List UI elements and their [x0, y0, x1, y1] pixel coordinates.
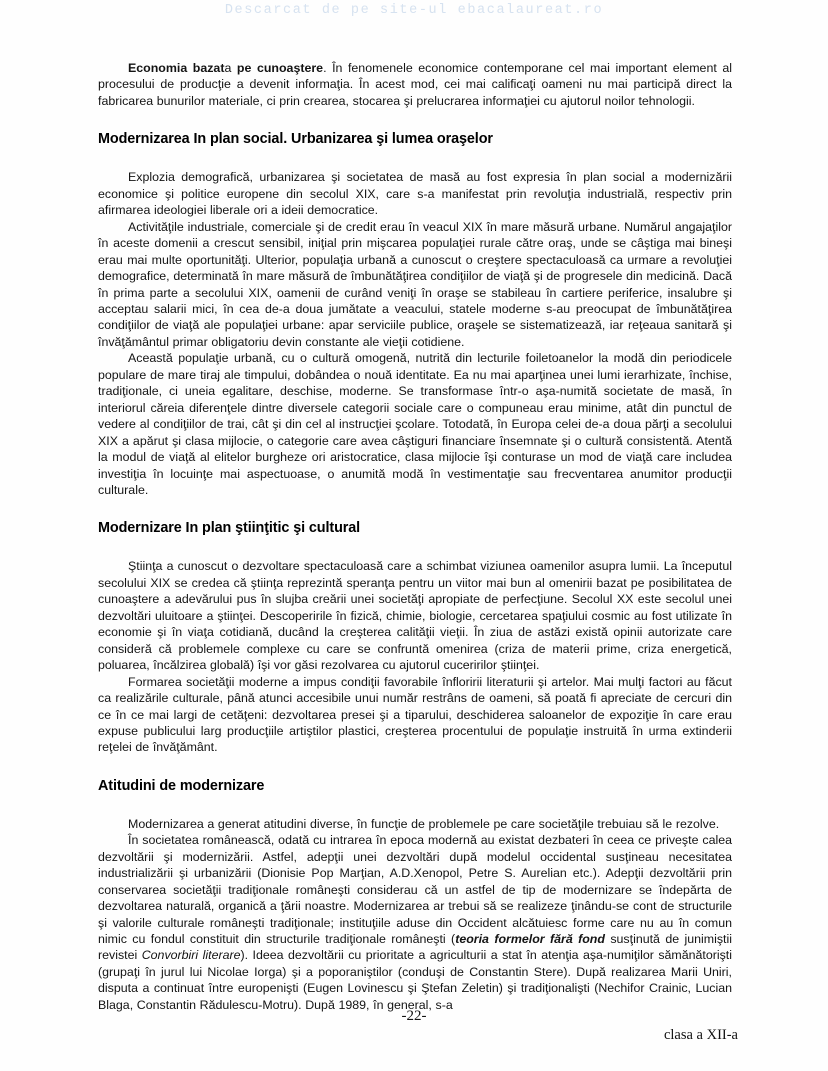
- paragraph-segment-c: susţinută de junimiştii revistei: [98, 932, 733, 963]
- document-body: [98, 60, 732, 1013]
- title-convorbiri-literare: Convorbiri literare: [141, 948, 241, 963]
- heading-atitudini-de-modernizare: Atitudini de modernizare: [98, 777, 265, 794]
- paragraph-formarea-societatii: Formarea societăţii moderne a impus condiţii favorabile înfloririi literaturii şi artelor. Mai mulţi factori au făcut ca realizările culturale, până atunci accesibile unui număr restrâns de oameni, să poată fi apreciate de cercuri din ce în ce mai largi de cetăţeni: dezvoltarea presei şi a tiparului, deschiderea saloanelor de expoziţie în care erau expuse publicului larg producţiile artiştilor plastici, creşterea procentului de populaţie instruită în urma extinderii reţelei de învăţământ.: [98, 674, 732, 755]
- spacer: [98, 795, 732, 816]
- paragraph-stiinta-a-cunoscut: Ştiinţa a cunoscut o dezvoltare spectaculoasă care a schimbat viziunea oamenilor asupra lumii. La începutul secolului XIX se credea că ştiinţa reprezintă speranţa pentru un viitor mai bun al omenirii bazat pe posibilitatea de cunoaştere a adevărului pus în slujba creării unei societăţi apropiate de perfecţiune. Secolul XX este secolul unei dezvoltări uluitoare a ştiinţei. Descoperirile în fizică, chimie, biologie, cercetarea spaţiului cosmic au fost utilizate în economie şi în viaţa cotidiană, ducând la creşterea calităţii vieţii. În ziua de astăzi există opinii autorizate care consideră că problemele complexe cu care se confruntă omenirea (criza de materii prime, criza energetică, poluarea, încălzirea globală) îşi vor găsi rezolvarea cu ajutorul cuceririlor ştiinţei.: [98, 559, 732, 673]
- paragraph-economia-rest: . În fenomenele economice contemporane cel mai important element al procesului de producţie a devenit informaţia. În acest mod, cei mai calificaţi oameni nu mai participă direct la fabricarea bunurilor materiale, ci prin crearea, stocarea şi prelucrarea informaţiei cu ajutorul noilor tehnologii.: [98, 61, 732, 108]
- spacer: [98, 148, 732, 169]
- paragraph-activitatile-industriale: Activităţile industriale, comerciale şi de credit erau în veacul XIX în mare măsură urbane. Numărul angajaţilor în aceste domenii a crescut sensibil, iniţial prin mişcarea populaţiei rurale către oraş, unde se câştiga mai bineşi erau mai multe oportunităţi. Ulterior, populaţia urbană a cunoscut o creştere spectaculoasă ca urmare a revoluţiei demografice, determinată în mare măsură de îmbunătăţirea condiţiilor de viaţă şi de progresele din medicină. Dacă în prima parte a secolului XIX, oamenii de curând veniţi în oraşe se stabileau în cartiere periferice, insalubre şi acceptau salarii mici, în cea de-a doua jumătate a veacului, statele moderne s-au preocupat de îmbunătăţirea condiţiilor de viaţă ale populaţiei urbane: apar serviciile publice, oraşele se sistematizează, iar reţeaua sanitară şi învăţământul primar obligatoriu devin constante ale vieţii cotidiene.: [98, 219, 732, 349]
- paragraph-societatea-romaneasca: [98, 832, 732, 1013]
- heading-modernizare-plan-stiintific: Modernizare In plan ştiinţitic şi cultural: [98, 520, 361, 537]
- page-number: -22-: [401, 1008, 427, 1024]
- paragraph-modernizarea-atitudini: Modernizarea a generat atitudini diverse, în funcţie de problemele pe care societăţile trebuiau să le rezolve.: [128, 816, 720, 831]
- paragraph-economia-bazata: [98, 60, 732, 109]
- site-watermark: Descarcat de pe site-ul ebacalaureat.ro: [224, 3, 604, 18]
- paragraph-lead-bold: Economia bazat: [128, 61, 225, 75]
- paragraph-explozia-demografica: Explozia demografică, urbanizarea şi societatea de masă au fost expresia în plan social a modernizării economice şi politice europene din secolul XIX, care s-a manifestat prin revoluţia industrială, respectiv prin afirmarea ideologiei liberale ori a ideii democratice.: [98, 170, 732, 218]
- paragraph-segment-e: ). Ideea dezvoltării cu prioritate a agriculturii a stat în atenţia aşa-numiţilor sămănătorişti (grupaţi în jurul lui Nicolae Iorga) şi a poporaniştilor (conduşi de Constantin Stere). După realizarea Marii Uniri, disputa a continuat între europenişti (Eugen Lovinescu şi Ştefan Zeletin) şi tradiţionalişti (Nechifor Crainic, Lucian Blaga, Constantin Rădulescu-Motru). După 1989, în general, s-a: [98, 948, 733, 1012]
- spacer: [98, 498, 732, 519]
- class-label: clasa a XII-a: [663, 1027, 738, 1043]
- paragraph-aceasta-populatie-urbana: Această populaţie urbană, cu o cultură omogenă, nutrită din lecturile foiletoanelor la modă din periodicele populare de mare tiraj ale timpului, dobândea o nouă identitate. Ea nu mai aparţinea unei lumi ierarhizate, închise, tradiţionale, ci uneia egalitare, deschise, moderne. Se transformase într-o aşa-numită societate de masă, în interiorul căreia diferenţele dintre diversele categorii sociale care o compuneau erau minime, atât din punctul de vedere al condiţiilor de trai, cât şi din cel al instrucţiei şcolare. Totodată, în Europa celei de-a doua părţi a secolului XIX a apărut şi clasa mijlocie, o categorie care avea câştiguri financiare însemnate şi o cultură consistentă. Atentă la modul de viaţă al elitelor burgheze ori aristocratice, clasa mijlocie îşi conturase un mod de viaţă care includea investiţia în locuinţe mai aspectuoase, o anumită modă în vestimentaţie sau frecventarea anumitor producţii culturale.: [98, 351, 732, 497]
- page-footer: [0, 1008, 828, 1058]
- term-teoria-formelor-fara-fond-2: ără: [554, 932, 573, 947]
- paragraph-lead-tail: a: [224, 61, 232, 75]
- paragraph-segment-a: În societatea românească, odată cu intrarea în epoca modernă au existat dezbateri în ceea ce priveşte calea dezvoltării şi modernizării. Astfel, adepţii unei dezvoltări după modelul occidental susţineau necesitatea industrializării şi urbanizării (Dionisie Pop Marţian, A.D.Xenopol, Petre S. Aurelian etc.). Adepţii dezvoltării prin conservarea societăţii tradiţionale româneşti considerau că un astfel de tip de modernizare se îndepărta de dezvoltarea naturală, organică a ţării noastre. Modernizarea ar trebui să se realizeze ţinându-se cont de structurile şi valorile culturale româneşti tradiţionale; instituţiile aduse din Occident alcătuiesc forme care nu au în comun nimic cu fondul constituit din structurile tradiţionale româneşti (: [98, 833, 732, 947]
- paragraph-lead-bold-3: ştere: [293, 61, 324, 75]
- spacer: [98, 109, 732, 130]
- term-teoria-formelor-fara-fond: teoria formelor f: [455, 932, 555, 947]
- term-teoria-formelor-fara-fond-3: fond: [572, 932, 605, 947]
- spacer: [98, 537, 732, 558]
- paragraph-lead-bold-2: pe cunoa: [231, 61, 294, 75]
- spacer: [98, 756, 732, 777]
- heading-modernizarea-plan-social: Modernizarea In plan social. Urbanizarea şi lumea oraşelor: [98, 131, 493, 148]
